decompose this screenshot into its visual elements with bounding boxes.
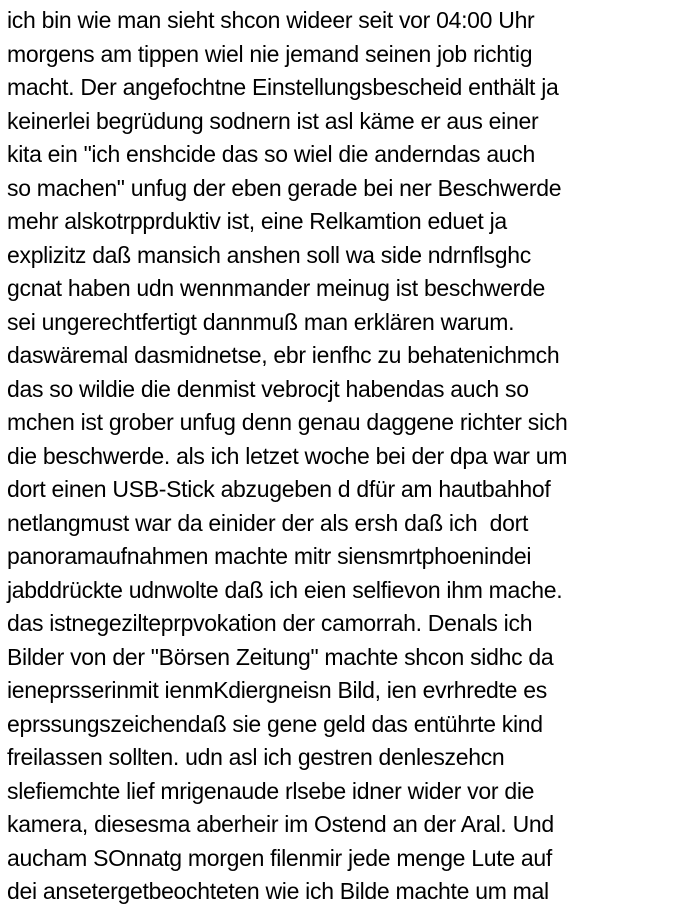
text-line: dei ansetergetbeochteten wie ich Bilde machte um mal [7, 878, 549, 904]
text-line: freilassen sollten. udn asl ich gestren denleszehcn [7, 744, 505, 770]
text-line: macht. Der angefochtne Einstellungsbescheid enthält ja [7, 74, 559, 100]
text-line: eprssungszeichendaß sie gene geld das entührte kind [7, 710, 543, 737]
text-line: explizitz daß mansich anshen soll wa side ndrnflsghc [7, 241, 531, 268]
text-line: slefiemchte lief mrigenaude rlsebe idner wider vor die [7, 777, 535, 804]
text-line: mchen ist grober unfug denn genau daggene richter sich [7, 409, 568, 435]
text-line: ich bin wie man sieht shcon wideer seit vor 04:00 Uhr [7, 7, 535, 33]
document-text [7, 4, 684, 909]
text-line: panoramaufnahmen machte mitr siensmrtphoenindei [7, 543, 532, 569]
text-line: aucham SOnnatg morgen filenmir jede menge Lute auf [7, 844, 552, 871]
text-line: so machen" unfug der eben gerade bei ner Beschwerde [7, 174, 562, 201]
text-line: kamera, diesesma aberheir im Ostend an der Aral. Und [7, 811, 554, 837]
text-line: keinerlei begrüdung sodnern ist asl käme er aus einer [7, 107, 539, 134]
text-line: ieneprsserinmit ienmKdiergneisn Bild, ien evrhredte es [7, 677, 547, 703]
text-line: die beschwerde. als ich letzet woche bei der dpa war um [7, 442, 568, 469]
text-line: das istnegezilteprpvokation der camorrah. Denals ich [7, 610, 533, 636]
text-line: das so wildie die denmist vebrocjt habendas auch so [7, 375, 529, 402]
text-line: mehr alskotrpprduktiv ist, eine Relkamtion eduet ja [7, 208, 507, 234]
text-line: gcnat haben udn wennmander meinug ist beschwerde [7, 275, 545, 301]
text-line: morgens am tippen wiel nie jemand seinen job richtig [7, 40, 533, 67]
text-line: jabddrückte udnwolte daß ich eien selfievon ihm mache. [7, 576, 563, 603]
text-line: netlangmust war da einider der als ersh daß ich dort [7, 509, 529, 536]
text-line: daswäremal dasmidnetse, ebr ienfhc zu behatenichmch [7, 342, 560, 368]
text-line: Bilder von der "Börsen Zeitung" machte shcon sidhc da [7, 643, 554, 670]
text-line: sei ungerechtfertigt dannmuß man erklären warum. [7, 308, 515, 335]
text-line: kita ein "ich enshcide das so wiel die anderndas auch [7, 141, 535, 167]
text-line: dort einen USB-Stick abzugeben d dfür am hautbahhof [7, 476, 551, 502]
